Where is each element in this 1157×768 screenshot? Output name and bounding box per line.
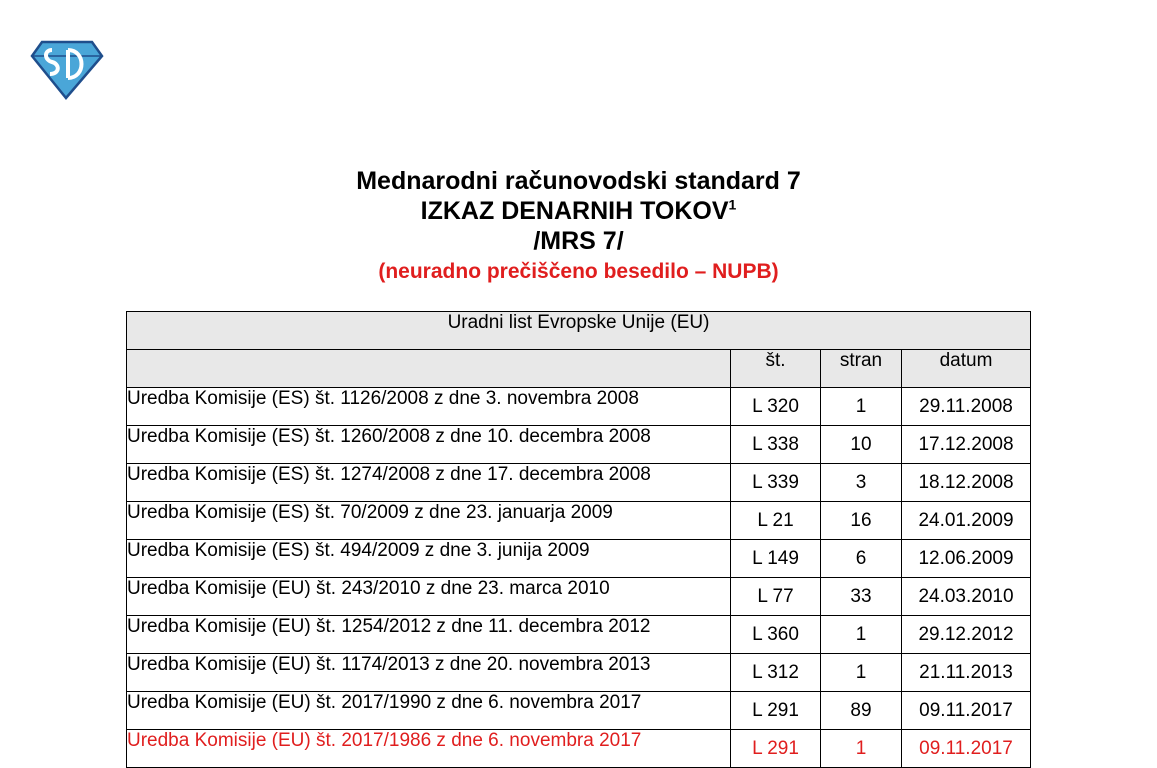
- cell-stran: 1: [821, 616, 902, 654]
- cell-stran: 3: [821, 464, 902, 502]
- cell-st: L 320: [731, 388, 821, 426]
- cell-stran: 89: [821, 692, 902, 730]
- cell-datum: 18.12.2008: [902, 464, 1031, 502]
- regulations-table: [126, 311, 1031, 768]
- cell-stran: 10: [821, 426, 902, 464]
- cell-stran: 16: [821, 502, 902, 540]
- cell-regulation: Uredba Komisije (EU) št. 2017/1986 z dne 6. novembra 2017: [127, 730, 731, 768]
- cell-regulation: Uredba Komisije (EU) št. 2017/1990 z dne 6. novembra 2017: [127, 692, 731, 730]
- header-cell-datum: datum: [902, 350, 1031, 388]
- cell-stran: 6: [821, 540, 902, 578]
- cell-regulation: Uredba Komisije (EU) št. 1254/2012 z dne 11. decembra 2012: [127, 616, 731, 654]
- cell-regulation: Uredba Komisije (ES) št. 1126/2008 z dne 3. novembra 2008: [127, 388, 731, 426]
- cell-st: L 339: [731, 464, 821, 502]
- table-row: [127, 502, 1031, 540]
- cell-st: L 291: [731, 730, 821, 768]
- title-line-3: /MRS 7/: [533, 227, 624, 255]
- cell-datum: 09.11.2017: [902, 692, 1031, 730]
- header-cell-name: [127, 350, 731, 388]
- table-row: [127, 654, 1031, 692]
- cell-regulation: Uredba Komisije (ES) št. 494/2009 z dne 3. junija 2009: [127, 540, 731, 578]
- cell-regulation: Uredba Komisije (ES) št. 1274/2008 z dne 17. decembra 2008: [127, 464, 731, 502]
- sd-diamond-logo-icon: [30, 40, 104, 100]
- cell-st: L 312: [731, 654, 821, 692]
- table-row: [127, 692, 1031, 730]
- table-row: [127, 426, 1031, 464]
- title-line-2-text: IZKAZ DENARNIH TOKOV: [420, 197, 729, 225]
- cell-datum: 24.03.2010: [902, 578, 1031, 616]
- cell-st: L 77: [731, 578, 821, 616]
- cell-st: L 149: [731, 540, 821, 578]
- cell-st: L 360: [731, 616, 821, 654]
- cell-datum: 29.12.2012: [902, 616, 1031, 654]
- title-line-1: Mednarodni računovodski standard 7: [356, 167, 801, 195]
- table-row: [127, 616, 1031, 654]
- table-row: [127, 464, 1031, 502]
- footnote-marker[interactable]: 1: [728, 196, 737, 213]
- cell-datum: 24.01.2009: [902, 502, 1031, 540]
- cell-datum: 09.11.2017: [902, 730, 1031, 768]
- cell-stran: 1: [821, 654, 902, 692]
- cell-regulation: Uredba Komisije (EU) št. 243/2010 z dne 23. marca 2010: [127, 578, 731, 616]
- cell-regulation: Uredba Komisije (ES) št. 1260/2008 z dne 10. decembra 2008: [127, 426, 731, 464]
- table-row: [127, 540, 1031, 578]
- document-title: [0, 166, 1157, 286]
- cell-regulation: Uredba Komisije (ES) št. 70/2009 z dne 23. januarja 2009: [127, 502, 731, 540]
- cell-stran: 1: [821, 388, 902, 426]
- table-row: [127, 388, 1031, 426]
- cell-regulation: Uredba Komisije (EU) št. 1174/2013 z dne 20. novembra 2013: [127, 654, 731, 692]
- cell-st: L 21: [731, 502, 821, 540]
- cell-stran: 33: [821, 578, 902, 616]
- cell-st: L 291: [731, 692, 821, 730]
- table-row: [127, 578, 1031, 616]
- table-caption: Uradni list Evropske Unije (EU): [127, 312, 1031, 350]
- subtitle: (neuradno prečiščeno besedilo – NUPB): [378, 260, 779, 283]
- cell-datum: 21.11.2013: [902, 654, 1031, 692]
- cell-datum: 29.11.2008: [902, 388, 1031, 426]
- header-cell-stran: stran: [821, 350, 902, 388]
- cell-datum: 12.06.2009: [902, 540, 1031, 578]
- table-header-row: [127, 350, 1031, 388]
- table-caption-row: [127, 312, 1031, 350]
- cell-stran: 1: [821, 730, 902, 768]
- table-row: [127, 730, 1031, 768]
- title-line-2: [0, 196, 1157, 226]
- header-cell-st: št.: [731, 350, 821, 388]
- cell-datum: 17.12.2008: [902, 426, 1031, 464]
- logo: [30, 40, 104, 100]
- cell-st: L 338: [731, 426, 821, 464]
